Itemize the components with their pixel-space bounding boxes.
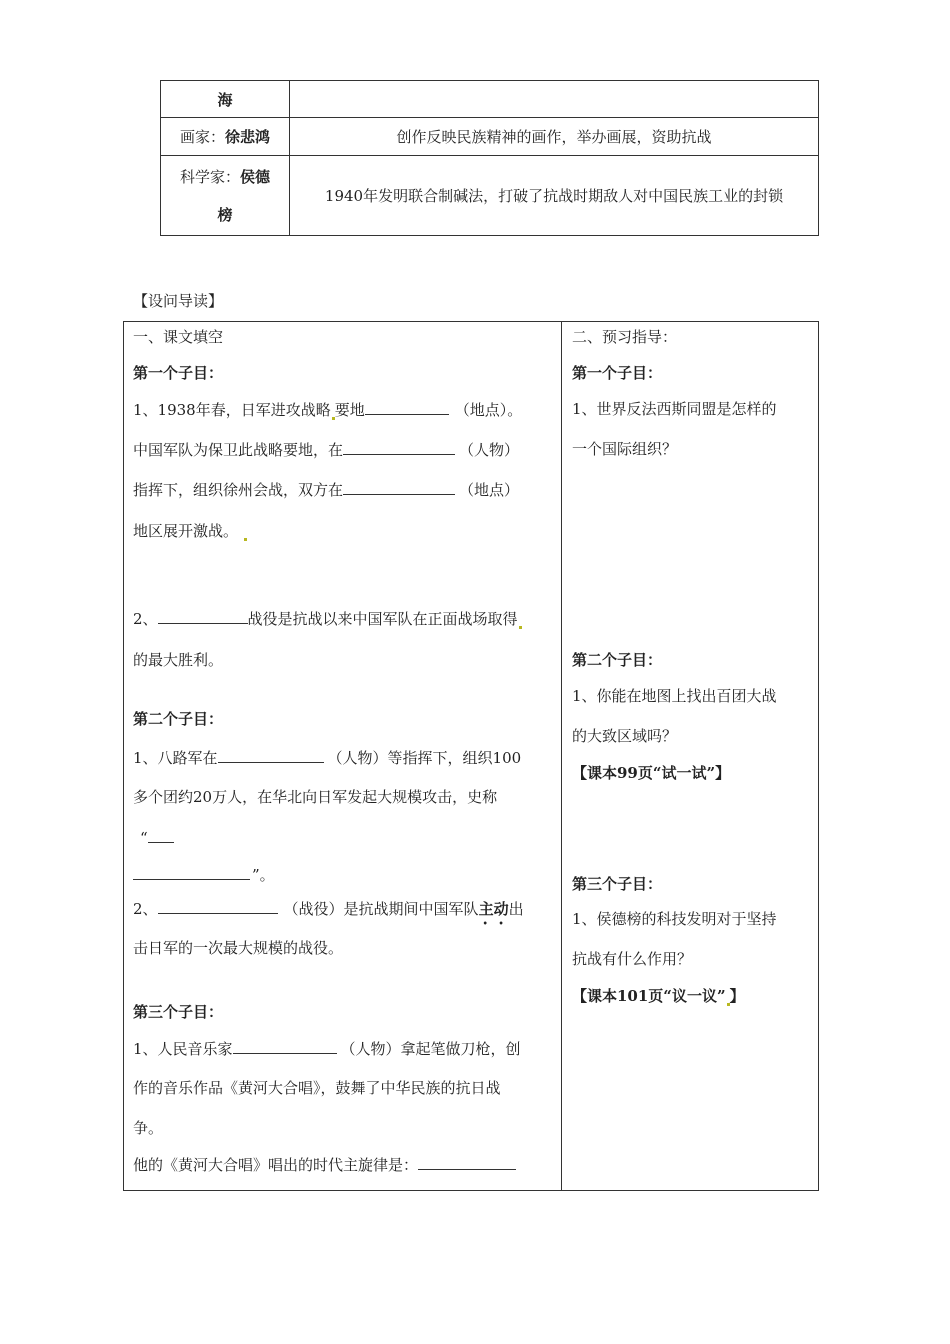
section-title: 【设问导读】: [133, 292, 224, 310]
r2-line1: 1、你能在地图上找出百团大战: [572, 687, 777, 705]
right-heading: 二、预习指导：: [572, 328, 678, 346]
row1-content: [290, 81, 819, 118]
q4-line2: 击日军的一次最大规模的战役。: [133, 939, 344, 957]
q1-line3: [133, 479, 519, 500]
q3-text-a: 1、八路军在: [133, 749, 218, 767]
q3-line4: [133, 864, 275, 885]
q4-text-d: 出: [508, 900, 524, 918]
q5-line1: [133, 1038, 521, 1059]
r1-line2: 一个国际组织？: [572, 440, 678, 458]
q1-text-a: 1、1938年春，日军进攻战略: [133, 401, 331, 419]
row3-label: [161, 156, 290, 236]
mark-dot: [244, 538, 247, 541]
mark-dot: [519, 626, 522, 629]
q1-line1: [133, 399, 522, 420]
row2-name: 徐悲鸿: [225, 128, 271, 146]
q2-line1: [133, 608, 522, 629]
q3-line3: [133, 827, 174, 848]
q1-line4: [133, 521, 247, 541]
row2-label: [161, 118, 290, 156]
blank-field[interactable]: [158, 608, 248, 624]
q3-line2: 多个团约20万人，在华北向日军发起大规模攻击，史称: [133, 788, 498, 806]
q4-text-a: 2、: [133, 900, 158, 918]
right-sub1: 第一个子目：: [572, 364, 663, 382]
left-heading: 一、课文填空: [133, 328, 224, 346]
blank-field[interactable]: [148, 827, 174, 843]
q3-text-b: （人物）等指挥下，组织100: [327, 749, 522, 767]
q1-line3-suffix: （地点）: [459, 481, 520, 499]
r3-ref-text: 【课本101页“议一议”: [572, 987, 726, 1005]
right-sub3: 第三个子目：: [572, 875, 663, 893]
r2-line2: 的大致区域吗？: [572, 727, 678, 745]
blank-field[interactable]: [218, 747, 324, 763]
q2-text-a: 2、: [133, 610, 158, 628]
r3-line1: 1、侯德榜的科技发明对于坚持: [572, 910, 777, 928]
q1-line2: [133, 439, 519, 460]
row3-prefix: 科学家：: [179, 167, 240, 186]
q1-line4-text: 地区展开激战。: [133, 522, 239, 540]
q5-text-a: 1、人民音乐家: [133, 1040, 233, 1058]
q4-text-b: （战役）是抗战期间中国军队: [283, 900, 479, 918]
row3-content: 1940年发明联合制碱法，打破了抗战时期敌人对中国民族工业的封锁: [290, 156, 819, 236]
q6-line1: [133, 1154, 516, 1175]
q2-text-b: 战役是抗战以来中国军队在正面战场取得: [247, 610, 518, 628]
blank-field[interactable]: [343, 479, 455, 495]
table-row: [161, 156, 819, 236]
blank-field[interactable]: [133, 864, 250, 880]
q1-line2-suffix: （人物）: [459, 441, 520, 459]
left-sub2: 第二个子目：: [133, 710, 224, 728]
main-table: [123, 321, 819, 1191]
left-sub1: 第一个子目：: [133, 364, 224, 382]
blank-field[interactable]: [418, 1154, 516, 1170]
table-row: [161, 81, 819, 118]
right-sub2: 第二个子目：: [572, 651, 663, 669]
q1-text-c: （地点）。: [454, 401, 523, 419]
row2-content: 创作反映民族精神的画作，举办画展，资助抗战: [290, 118, 819, 156]
q6-text: 他的《黄河大合唱》唱出的时代主旋律是：: [133, 1156, 419, 1174]
blank-field[interactable]: [158, 898, 278, 914]
q4-line1: [133, 898, 524, 919]
q5-line2: 作的音乐作品《黄河大合唱》，鼓舞了中华民族的抗日战: [133, 1079, 501, 1097]
q1-line2-text: 中国军队为保卫此战略要地，在: [133, 441, 344, 459]
q5-text-b: （人物）拿起笔做刀枪，创: [340, 1040, 521, 1058]
emphasis-text: 主动 • •: [479, 899, 509, 919]
row1-label: 海: [161, 81, 290, 118]
r3-ref: [572, 986, 745, 1006]
blank-field[interactable]: [343, 439, 455, 455]
q5-line3: 争。: [133, 1119, 164, 1137]
top-table: [160, 80, 819, 236]
row3-name1: 侯德: [240, 167, 271, 186]
blank-field[interactable]: [365, 399, 449, 415]
r2-ref: 【课本99页“试一试”】: [572, 764, 731, 782]
column-divider: [561, 322, 562, 1190]
row2-prefix: 画家：: [179, 128, 225, 146]
left-sub3: 第三个子目：: [133, 1003, 224, 1021]
table-row: [161, 118, 819, 156]
r3-line2: 抗战有什么作用？: [572, 950, 693, 968]
row3-name2: 榜: [217, 205, 233, 224]
q3-line1: [133, 747, 521, 768]
q1-line3-text: 指挥下，组织徐州会战，双方在: [133, 481, 344, 499]
q1-text-b: 要地: [334, 401, 365, 419]
q3-close-quote: ”。: [252, 866, 275, 884]
r1-line1: 1、世界反法西斯同盟是怎样的: [572, 400, 777, 418]
r3-ref-end: 】: [729, 987, 745, 1005]
q2-line2: 的最大胜利。: [133, 651, 224, 669]
blank-field[interactable]: [233, 1038, 337, 1054]
q3-open-quote: “: [140, 829, 148, 847]
